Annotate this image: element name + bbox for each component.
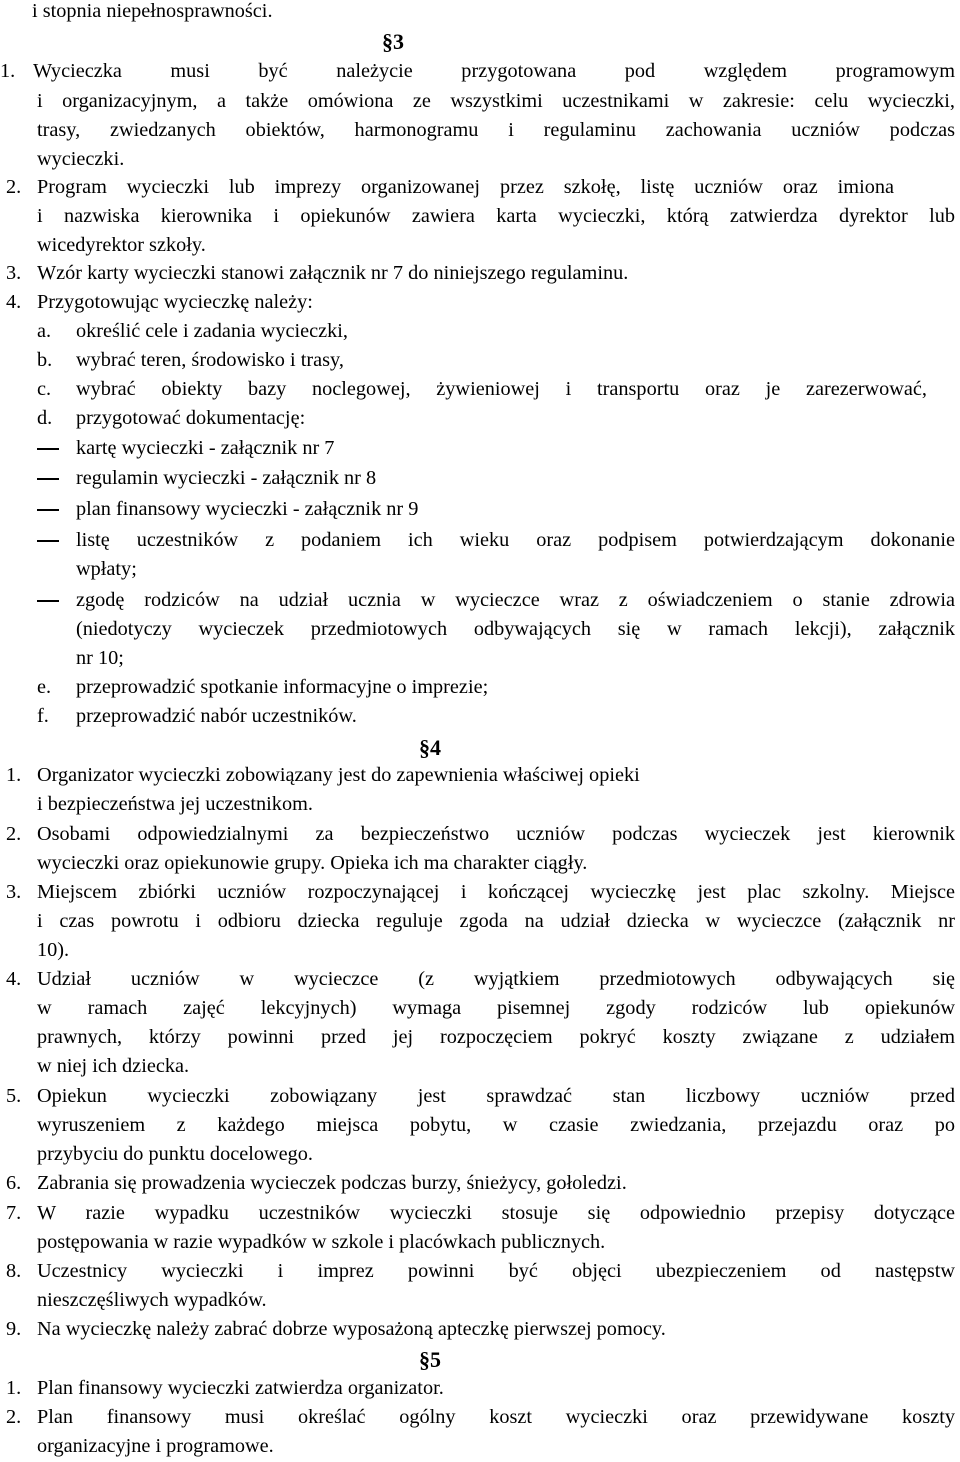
list-letter: b. (37, 349, 53, 371)
dash-bullet (37, 509, 59, 511)
s4-p5-line: przybyciu do punktu docelowego. (37, 1143, 313, 1165)
s4-p5-line: Opiekun wycieczki zobowiązany jest sprawdzać stan liczbowy uczniów przed (37, 1085, 955, 1107)
section-4-heading: §4 (419, 735, 441, 760)
s4-p9-line: Na wycieczkę należy zabrać dobrze wyposażoną apteczkę pierwszej pomocy. (37, 1318, 666, 1340)
list-item: przygotować dokumentację: (76, 407, 306, 429)
list-letter: a. (37, 320, 52, 342)
s4-p4-line: w ramach zajęć lekcyjnych) wymaga pisemnej zgody rodziców lub opiekunów (37, 997, 955, 1019)
s3-p4-number: 4. (6, 291, 22, 313)
document-item: plan finansowy wycieczki - załącznik nr 9 (76, 498, 419, 520)
list-item: określić cele i zadania wycieczki, (76, 320, 348, 342)
s4-p7-number: 7. (6, 1202, 22, 1224)
s4-p5-line: wyruszeniem z każdego miejsca pobytu, w czasie zwiedzania, przejazdu oraz po (37, 1114, 955, 1136)
s3-p1-line: wycieczki. (37, 148, 125, 170)
s5-p1-line: Plan finansowy wycieczki zatwierdza organizator. (37, 1377, 444, 1399)
document-item: (niedotyczy wycieczek przedmiotowych odbywających się w ramach lekcji), załącznik (76, 618, 955, 640)
document-item: regulamin wycieczki - załącznik nr 8 (76, 467, 377, 489)
s5-p1-number: 1. (6, 1377, 22, 1399)
s4-p1-number: 1. (6, 764, 22, 786)
s5-p2-line: organizacyjne i programowe. (37, 1435, 274, 1457)
dash-bullet (37, 600, 59, 602)
s4-p4-number: 4. (6, 968, 22, 990)
s4-p2-number: 2. (6, 823, 22, 845)
s4-p6-number: 6. (6, 1172, 22, 1194)
s4-p3-number: 3. (6, 881, 22, 903)
s3-p2-line: Program wycieczki lub imprezy organizowanej przez szkołę, listę uczniów oraz imiona (37, 176, 894, 198)
s4-p8-line: Uczestnicy wycieczki i imprez powinni być objęci ubezpieczeniem od następstw (37, 1260, 955, 1282)
s4-p1-line: Organizator wycieczki zobowiązany jest do zapewnienia właściwej opieki (37, 764, 640, 786)
s4-p5-number: 5. (6, 1085, 22, 1107)
list-item: przeprowadzić nabór uczestników. (76, 705, 357, 727)
s4-p4-line: Udział uczniów w wycieczce (z wyjątkiem przedmiotowych odbywających się (37, 968, 955, 990)
intro-tail: i stopnia niepełnosprawności. (32, 0, 273, 22)
document-item: nr 10; (76, 647, 124, 669)
s3-p3-number: 3. (6, 262, 22, 284)
s4-p2-line: wycieczki oraz opiekunowie grupy. Opieka ich ma charakter ciągły. (37, 852, 588, 874)
s5-p2-number: 2. (6, 1406, 22, 1428)
list-letter: c. (37, 378, 52, 400)
s4-p7-line: postępowania w razie wypadków w szkole i placówkach publicznych. (37, 1231, 606, 1253)
s4-p3-line: i czas powrotu i odbioru dziecka reguluje zgoda na udział dziecka w wycieczce (załącznik nr (37, 910, 955, 932)
list-letter: d. (37, 407, 53, 429)
s4-p4-line: prawnych, którzy powinni przed jej rozpoczęciem pokryć koszty związane z udziałem (37, 1026, 955, 1048)
list-item: wybrać obiekty bazy noclegowej, żywieniowej i transportu oraz je zarezerwować, (76, 378, 927, 400)
s3-p1-line: trasy, zwiedzanych obiektów, harmonogramu i regulaminu zachowania uczniów podczas (37, 119, 955, 141)
s4-p4-line: w niej ich dziecka. (37, 1055, 190, 1077)
s3-p1-number: 1. (0, 60, 16, 82)
s3-p4-text: Przygotowując wycieczkę należy: (37, 291, 313, 313)
list-letter: f. (37, 705, 49, 727)
section-5-heading: §5 (419, 1347, 441, 1372)
s4-p8-line: nieszczęśliwych wypadków. (37, 1289, 267, 1311)
document-item: wpłaty; (76, 558, 137, 580)
list-item: wybrać teren, środowisko i trasy, (76, 349, 344, 371)
s3-p1-line: Wycieczka musi być należycie przygotowana pod względem programowym (33, 60, 955, 82)
document-item: listę uczestników z podaniem ich wieku oraz podpisem potwierdzającym dokonanie (76, 529, 955, 551)
s3-p1-line: i organizacyjnym, a także omówiona ze wszystkimi uczestnikami w zakresie: celu wycieczki, (37, 90, 955, 112)
dash-bullet (37, 448, 59, 450)
s4-p1-line: i bezpieczeństwa jej uczestnikom. (37, 793, 313, 815)
s5-p2-line: Plan finansowy musi określać ogólny koszt wycieczki oraz przewidywane koszty (37, 1406, 955, 1428)
document-item: zgodę rodziców na udział ucznia w wycieczce wraz z oświadczeniem o stanie zdrowia (76, 589, 955, 611)
list-item: przeprowadzić spotkanie informacyjne o imprezie; (76, 676, 489, 698)
s4-p7-line: W razie wypadku uczestników wycieczki stosuje się odpowiednio przepisy dotyczące (37, 1202, 955, 1224)
s3-p2-line: i nazwiska kierownika i opiekunów zawiera karta wycieczki, którą zatwierdza dyrektor lub (37, 205, 955, 227)
s3-p2-line: wicedyrektor szkoły. (37, 234, 206, 256)
s3-p3-text: Wzór karty wycieczki stanowi załącznik nr 7 do niniejszego regulaminu. (37, 262, 629, 284)
s4-p3-line: 10). (37, 939, 70, 961)
document-item: kartę wycieczki - załącznik nr 7 (76, 437, 335, 459)
s4-p6-line: Zabrania się prowadzenia wycieczek podczas burzy, śnieżycy, gołoledzi. (37, 1172, 627, 1194)
section-3-heading: §3 (382, 29, 404, 54)
s4-p9-number: 9. (6, 1318, 22, 1340)
s4-p3-line: Miejscem zbiórki uczniów rozpoczynającej i kończącej wycieczkę jest plac szkolny. Miejsce (37, 881, 955, 903)
dash-bullet (37, 478, 59, 480)
dash-bullet (37, 540, 59, 542)
s4-p2-line: Osobami odpowiedzialnymi za bezpieczeństwo uczniów podczas wycieczek jest kierownik (37, 823, 955, 845)
s4-p8-number: 8. (6, 1260, 22, 1282)
list-letter: e. (37, 676, 52, 698)
s3-p2-number: 2. (6, 176, 22, 198)
